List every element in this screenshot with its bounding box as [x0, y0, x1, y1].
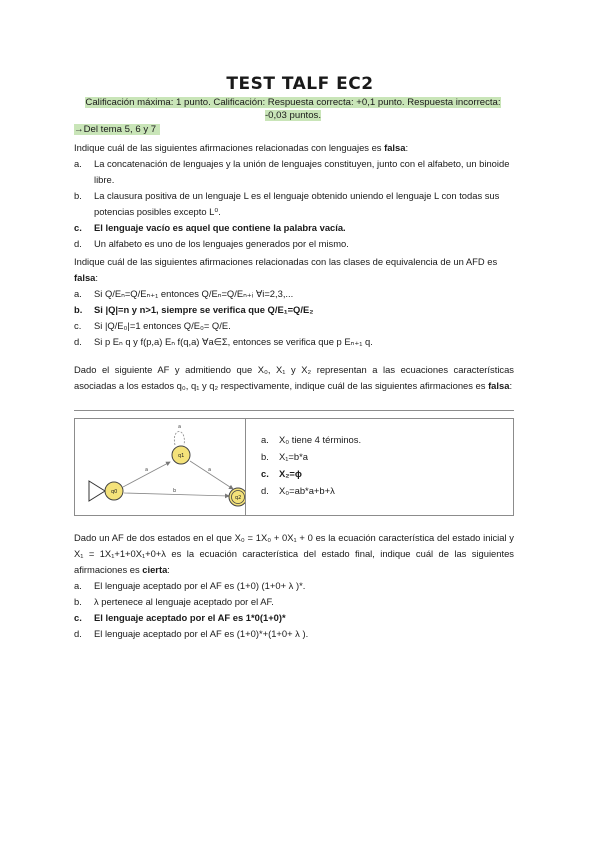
edge-label-q0-q1: a — [145, 467, 149, 473]
question-2-stem: Indique cuál de las siguientes afirmaciones relacionadas con las clases de equivalencia de un AFD es falsa: — [74, 256, 498, 283]
automaton-diagram — [75, 419, 245, 515]
option-1c: c. El lenguaje vacío es aquel que contiene la palabra vacía. — [74, 222, 346, 233]
edge-q0-q2 — [124, 493, 229, 496]
state-label-q1: q1 — [178, 453, 185, 459]
option-4c: c. El lenguaje aceptado por el AF es 1*0(1+0)* — [74, 612, 286, 623]
state-label-q0: q0 — [111, 489, 118, 495]
grading-text: Calificación máxima: 1 punto. Calificación: Respuesta correcta: +0,1 punto. Respuesta incorrecta: -0,03 puntos. — [85, 97, 501, 121]
question-4 — [74, 530, 514, 642]
option-1d: d. Un alfabeto es uno de los lenguajes generados por el mismo. — [74, 238, 349, 249]
question-3-stem: Dado el siguiente AF y admitiendo que X₀, X₁ y X₂ representan a las ecuaciones características asociadas a los estados q₀, q₁ y q₂ respectivamente, indique cuál de las siguientes afirmaciones es falsa: — [74, 364, 514, 391]
question-1 — [74, 140, 514, 252]
figure-divider — [245, 419, 246, 515]
question-3 — [74, 362, 514, 394]
start-arrow-icon — [89, 481, 105, 501]
edge-q0-q1 — [123, 462, 170, 487]
option-4a: a. El lenguaje aceptado por el AF es (1+0) (1+0+ λ )*. — [74, 580, 306, 591]
edge-q1-q2 — [190, 461, 233, 489]
question-2 — [74, 254, 514, 350]
edge-label-loop: a — [178, 424, 182, 430]
option-3b: b. X₁=b*a — [261, 451, 308, 462]
edge-label-q1-q2: a — [208, 467, 212, 473]
option-4b: b. λ pertenece al lenguaje aceptado por el AF. — [74, 596, 274, 607]
question-3-options — [261, 431, 361, 499]
option-2d: d. Si p Eₙ q y f(p,a) Eₙ f(q,a) ∀a∈Σ, entonces se verifica que p Eₙ₊₁ q. — [74, 336, 373, 347]
option-1a: a. La concatenación de lenguajes y la unión de lenguajes constituyen, junto con el alfabeto, un binoide libre. — [74, 158, 510, 185]
topic-label: →Del tema 5, 6 y 7 — [74, 124, 160, 135]
option-2a: a. Si Q/Eₙ=Q/Eₙ₊₁ entonces Q/Eₙ=Q/Eₙ₊ᵢ ∀i=2,3,... — [74, 288, 294, 299]
question-4-stem: Dado un AF de dos estados en el que X₀ = 1X₀ + 0X₁ + 0 es la ecuación característica del estado inicial y X₁ = 1X₁+1+0X₁+0+λ es la ecuación característica del estado final, indique cuál de las siguientes afirmaciones es cierta: — [74, 532, 514, 575]
automaton-figure-box — [74, 418, 514, 516]
option-4d: d. El lenguaje aceptado por el AF es (1+0)*+(1+0+ λ ). — [74, 628, 309, 639]
edge-label-q0-q2: b — [173, 488, 177, 494]
question-1-stem: Indique cuál de las siguientes afirmaciones relacionadas con lenguajes es falsa: — [74, 142, 409, 153]
grading-info — [74, 96, 512, 122]
divider-line — [74, 410, 514, 411]
option-1b: b. La clausura positiva de un lenguaje L es el lenguaje obtenido uniendo el lenguaje L con todas sus potencias posibles excepto L⁰. — [74, 190, 500, 217]
option-3a: a. X₀ tiene 4 términos. — [261, 434, 362, 445]
option-3c: c. X₂=ϕ — [261, 468, 302, 479]
option-2c: c. Si |Q/E₀|=1 entonces Q/E₀= Q/E. — [74, 320, 231, 331]
loop-q1 — [174, 432, 184, 446]
page-title: TEST TALF EC2 — [226, 74, 374, 94]
option-2b: b. Si |Q|=n y n>1, siempre se verifica que Q/E₁=Q/E₂ — [74, 304, 314, 315]
option-3d: d. X₀=ab*a+b+λ — [261, 485, 335, 496]
state-label-q2: q2 — [235, 495, 242, 501]
